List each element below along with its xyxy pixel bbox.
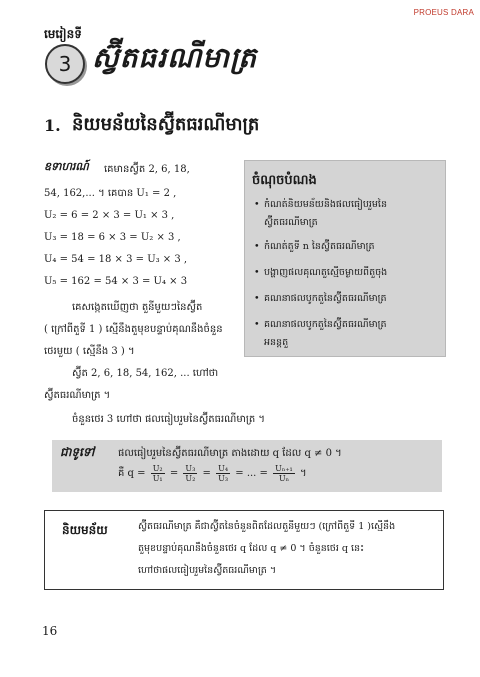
ratio-formula: គឺ q = $\frac{\text{U₂}}{\text{U₁}}$ = $\frac{\text{U₃}}{\text{U₂}}$ = $\frac{\text{U₄}}{\text{U₃}}$ = ... = $\frac{\text{Uₙ₊₁}}{\text{Uₙ}}$ ។ bbox=[118, 464, 307, 483]
example-line: គេមានស្វ៊ីត 2, 6, 18, bbox=[104, 164, 190, 175]
example-equation: U₅ = 162 = 54 × 3 = U₄ × 3 bbox=[44, 276, 188, 287]
example-line: 54, 162,... ។ គេបាន U₁ = 2 , bbox=[44, 188, 177, 199]
example-equation: U₃ = 18 = 6 × 3 = U₂ × 3 , bbox=[44, 232, 181, 243]
lesson-label: មេរៀនទី bbox=[44, 27, 82, 41]
chapter-title: ស្វ៊ីតធរណីមាត្រ bbox=[92, 41, 258, 74]
example-paragraph: ( ក្រៅពីតួទី 1 ) ស្មើនឹងតួមុខបន្ទាប់គុណនឹងចំនួន bbox=[44, 324, 223, 335]
example-label: ឧទាហរណ៍ bbox=[44, 160, 89, 173]
fraction: $\frac{\text{Uₙ₊₁}}{\text{Uₙ}}$ bbox=[275, 464, 293, 483]
section-title: និយមន័យនៃស្វ៊ីតធរណីមាត្រ bbox=[72, 114, 260, 135]
fraction: $\frac{\text{U₃}}{\text{U₂}}$ bbox=[185, 464, 196, 483]
objective-item: អនន្តតួ bbox=[264, 337, 289, 348]
page-number: 16 bbox=[42, 624, 58, 638]
objective-item: ស្វ៊ីតធរណីមាត្រ bbox=[264, 217, 318, 228]
summary-label: ជាទូទៅ bbox=[60, 445, 95, 459]
definition-line: តួមុខបន្ទាប់គុណនឹងចំនួនថេរ q ដែល q ≠ 0 ។ ចំនួនថេរ q នេះ bbox=[138, 543, 365, 554]
example-paragraph: ចំនួនថេរ 3 ហៅថា ផលធៀបរួមនៃស្វ៊ីតធរណីមាត្រ ។ bbox=[72, 414, 266, 425]
example-paragraph: ស្វ៊ីត 2, 6, 18, 54, 162, ... ហៅថា bbox=[72, 368, 219, 379]
bullet-icon: • bbox=[254, 241, 260, 252]
fraction: $\frac{\text{U₄}}{\text{U₃}}$ bbox=[218, 464, 229, 483]
fraction: $\frac{\text{U₂}}{\text{U₁}}$ bbox=[152, 464, 163, 483]
summary-line: ផលធៀបរួមនៃស្វ៊ីតធរណីមាត្រ តាងដោយ q ដែល q ≠ 0 ។ bbox=[118, 448, 342, 459]
objectives-title: ចំណុចបំណង bbox=[252, 173, 317, 188]
bullet-icon: • bbox=[254, 319, 260, 330]
definition-label: និយមន័យ bbox=[62, 523, 108, 537]
example-equation: U₂ = 6 = 2 × 3 = U₁ × 3 , bbox=[44, 210, 175, 221]
objective-item: • បង្ហាញផលគុណតួស្មើចម្ងាយពីតួចុង bbox=[254, 267, 388, 278]
definition-line: ស្វ៊ីតធរណីមាត្រ គឺជាស្វ៊ីតនៃចំនួនពិតដែលតួនីមួយៗ (ក្រៅពីតួទី 1 )ស្មើនឹង bbox=[138, 521, 396, 532]
example-paragraph: គេសង្កេតឃើញថា តួនីមួយៗនៃស្វ៊ីត bbox=[72, 302, 203, 313]
author-name: PROEUS DARA bbox=[413, 8, 474, 17]
objective-item: • គណនាផលបូកតួនៃស្វ៊ីតធរណីមាត្រ bbox=[254, 319, 387, 330]
bullet-icon: • bbox=[254, 293, 260, 304]
example-equation: U₄ = 54 = 18 × 3 = U₃ × 3 , bbox=[44, 254, 188, 265]
objective-item: • កំណត់និយមន័យនិងផលធៀបរួមនៃ bbox=[254, 199, 387, 210]
section-number: 1. bbox=[44, 116, 61, 135]
objective-item: • គណនាផលបូកតួនៃស្វ៊ីតធរណីមាត្រ bbox=[254, 293, 387, 304]
bullet-icon: • bbox=[254, 267, 260, 278]
example-paragraph: ថេរមួយ ( ស្មើនឹង 3 ) ។ bbox=[44, 346, 135, 357]
example-paragraph: ស្វ៊ីតធរណីមាត្រ ។ bbox=[44, 390, 111, 401]
bullet-icon: • bbox=[254, 199, 260, 210]
definition-line: ហៅថាផលធៀបរួមនៃស្វ៊ីតធរណីមាត្រ ។ bbox=[138, 565, 277, 576]
lesson-number-badge: 3 bbox=[45, 44, 85, 84]
objective-item: • កំណត់តួទី n នៃស្វ៊ីតធរណីមាត្រ bbox=[254, 241, 375, 252]
